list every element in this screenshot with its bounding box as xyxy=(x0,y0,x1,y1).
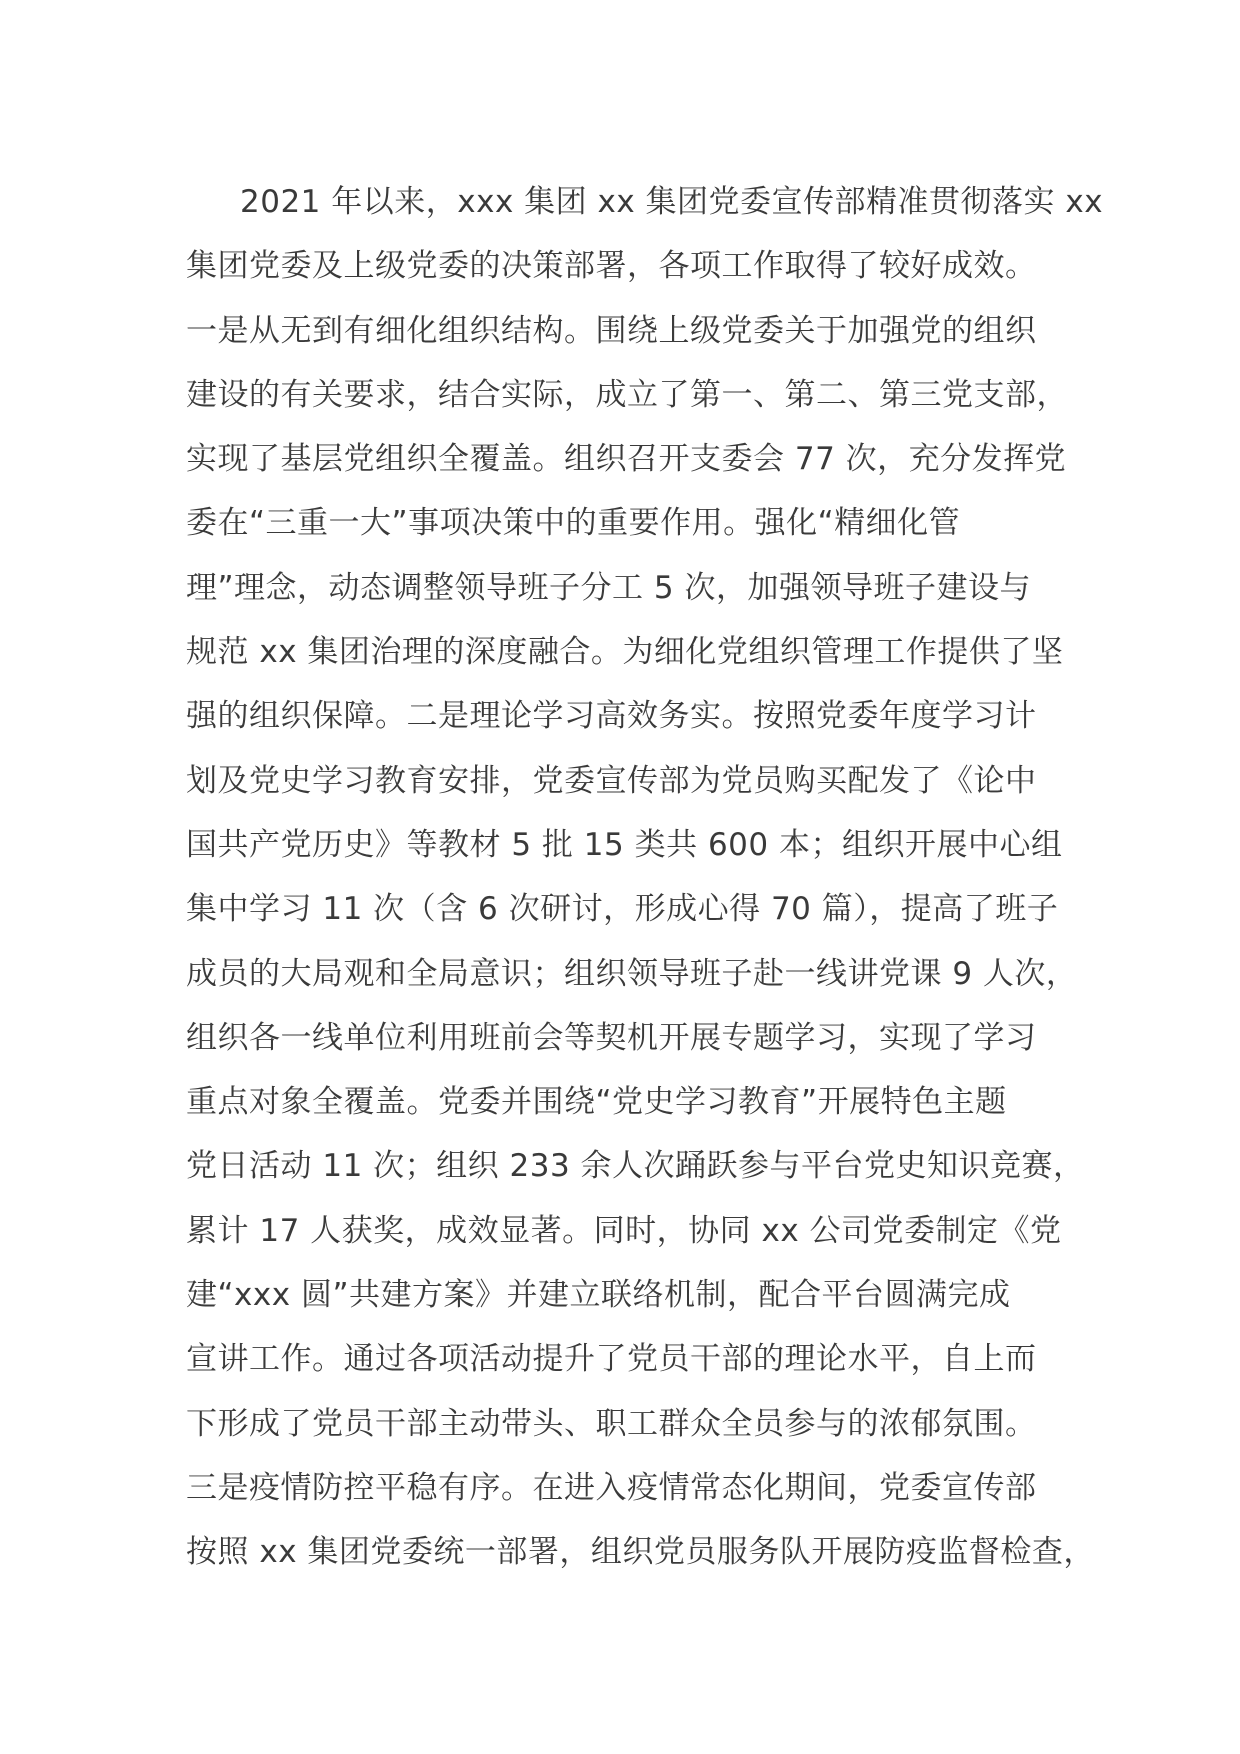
body-paragraph xyxy=(186,170,1104,1585)
text-line: 2021 年以来，xxx 集团 xx 集团党委宣传部精准贯彻落实 xx xyxy=(240,184,1104,220)
text-line: 理”理念，动态调整领导班子分工 5 次，加强领导班子建设与 xyxy=(186,569,1031,606)
text-line: 重点对象全覆盖。党委并围绕“党史学习教育”开展特色主题 xyxy=(186,1084,1007,1121)
text-line: 下形成了党员干部主动带头、职工群众全员参与的浓郁氛围。 xyxy=(186,1405,1037,1442)
text-line: 强的组织保障。二是理论学习高效务实。按照党委年度学习计 xyxy=(186,698,1037,735)
text-line: 建设的有关要求，结合实际，成立了第一、第二、第三党支部， xyxy=(186,376,1068,413)
text-line: 累计 17 人获奖，成效显著。同时，协同 xx 公司党委制定《党 xyxy=(186,1212,1062,1249)
text-line: 宣讲工作。通过各项活动提升了党员干部的理论水平，自上而 xyxy=(186,1341,1037,1378)
text-line: 建“xxx 圆”共建方案》并建立联络机制，配合平台圆满完成 xyxy=(186,1277,1011,1314)
text-line: 一是从无到有细化组织结构。围绕上级党委关于加强党的组织 xyxy=(186,312,1037,349)
text-line: 组织各一线单位利用班前会等契机开展专题学习，实现了学习 xyxy=(186,1019,1037,1056)
text-line: 党日活动 11 次；组织 233 余人次踊跃参与平台党史知识竞赛， xyxy=(186,1148,1085,1185)
text-line: 实现了基层党组织全覆盖。组织召开支委会 77 次，充分发挥党 xyxy=(186,441,1067,478)
text-line: 集团党委及上级党委的决策部署，各项工作取得了较好成效。 xyxy=(186,248,1037,285)
text-line: 成员的大局观和全局意识；组织领导班子赴一线讲党课 9 人次， xyxy=(186,955,1078,992)
text-line: 委在“三重一大”事项决策中的重要作用。强化“精细化管 xyxy=(186,505,961,542)
text-line: 国共产党历史》等教材 5 批 15 类共 600 本；组织开展中心组 xyxy=(186,826,1063,863)
text-line: 集中学习 11 次（含 6 次研讨，形成心得 70 篇），提高了班子 xyxy=(186,891,1059,928)
text-line: 划及党史学习教育安排，党委宣传部为党员购买配发了《论中 xyxy=(186,762,1037,799)
text-line: 按照 xx 集团党委统一部署，组织党员服务队开展防疫监督检查， xyxy=(186,1534,1095,1571)
text-line: 规范 xx 集团治理的深度融合。为细化党组织管理工作提供了坚 xyxy=(186,634,1064,671)
text-line: 三是疫情防控平稳有序。在进入疫情常态化期间，党委宣传部 xyxy=(186,1469,1037,1506)
